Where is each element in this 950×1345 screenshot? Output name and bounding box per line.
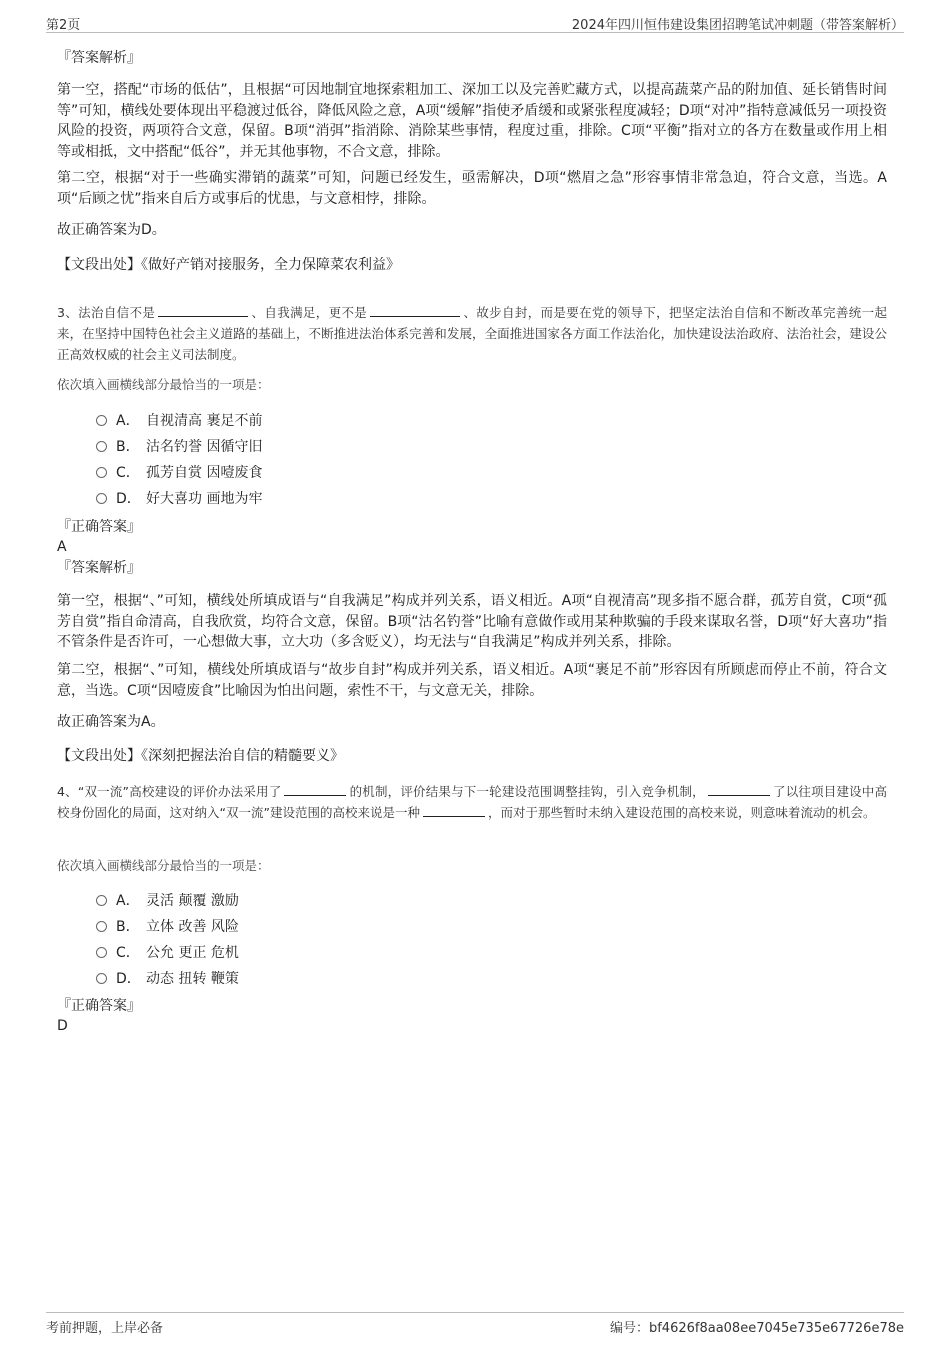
page-footer xyxy=(46,1312,904,1339)
q3-analysis-label: 『答案解析』 xyxy=(57,560,141,576)
q2-source: 【文段出处】《做好产销对接服务，全力保障菜农利益》 xyxy=(57,257,400,273)
q4-correct-label: 『正确答案』 xyxy=(57,998,141,1014)
q4-correct-answer: D xyxy=(57,1018,68,1034)
q2-analysis-para-2: 第二空，根据“对于一些确实滞销的蔬菜”可知，问题已经发生，亟需解决，D项“燃眉之急”形容事情非常急迫，符合文意，当选。A项“后顾之忧”指来自后方或事后的忧患，与文意相悖，排除。 xyxy=(57,170,887,207)
q3-question-text: 3、法治自信不是 、自我满足，更不是 、故步自封，而是要在党的领导下，把坚定法治自信和不断改革完善统一起来，在坚持中国特色社会主义道路的基础上，不断推进法治体系完善和发展，全面推进国家各方面工作法治化，加快建设法治政府、法治社会，建设公正高效权威的社会主义司法制度。 xyxy=(57,305,887,362)
q2-analysis-label: 『答案解析』 xyxy=(57,50,141,66)
q3-option-d[interactable]: D． 好大喜功 画地为牢 xyxy=(96,486,496,512)
q2-analysis-para-1: 第一空，搭配“市场的低估”，且根据“可因地制宜地探索粗加工、深加工以及完善贮藏方式，以提高蔬菜产品的附加值、延长销售时间等”可知，横线处要体现出平稳渡过低谷，降低风险之意，A项“缓解”指使矛盾缓和或紧张程度减轻；D项“对冲”指特意减低另一项投资风险的投资，两项符合文意，保留。B项“消弭”指消除、消除某些事情，程度过重，排除。C项“平衡”指对立的各方在数量或作用上相等或相抵，文中搭配“低谷”，并无其他事物，不合文意，排除。 xyxy=(57,82,887,160)
q3-option-c[interactable]: C． 孤芳自赏 因噎废食 xyxy=(96,460,496,486)
q3-blank-1 xyxy=(158,315,248,317)
q4-options xyxy=(96,888,496,992)
footer-slogan: 考前押题，上岸必备 xyxy=(46,1321,164,1336)
radio-icon[interactable] xyxy=(96,493,107,504)
q3-correct-answer: A xyxy=(57,539,67,555)
q4-option-c[interactable]: C． 公允 更正 危机 xyxy=(96,940,496,966)
radio-icon[interactable] xyxy=(96,895,107,906)
radio-icon[interactable] xyxy=(96,415,107,426)
q4-blank-1 xyxy=(284,794,346,796)
q4-blank-3 xyxy=(423,815,485,817)
q4-blank-2 xyxy=(708,794,770,796)
q2-conclusion: 故正确答案为D。 xyxy=(57,222,166,238)
radio-icon[interactable] xyxy=(96,441,107,452)
q4-option-b[interactable]: B． 立体 改善 风险 xyxy=(96,914,496,940)
q3-option-a[interactable]: A． 自视清高 裹足不前 xyxy=(96,408,496,434)
q3-option-b[interactable]: B． 沽名钓誉 因循守旧 xyxy=(96,434,496,460)
page-header xyxy=(46,12,904,33)
radio-icon[interactable] xyxy=(96,921,107,932)
q3-analysis-para-2: 第二空，根据“、”可知，横线处所填成语与“故步自封”构成并列关系，语义相近。A项“裹足不前”形容因有所顾虑而停止不前，符合文意，当选。C项“因噎废食”比喻因为怕出问题，索性不干，与文意无关，排除。 xyxy=(57,662,887,699)
q4-option-d[interactable]: D． 动态 扭转 鞭策 xyxy=(96,966,496,992)
q3-analysis-para-1: 第一空，根据“、”可知，横线处所填成语与“自我满足”构成并列关系，语义相近。A项“自视清高”现多指不愿合群，孤芳自赏，C项“孤芳自赏”指自命清高，自我欣赏，均符合文意，保留。B项“沽名钓誉”比喻有意做作或用某种欺骗的手段来谋取名誉，D项“好大喜功”指不管条件是否许可，一心想做大事，立大功（多含贬义），均无法与“自我满足”构成并列关系，排除。 xyxy=(57,593,887,650)
q4-question-text: 4、“双一流”高校建设的评价办法采用了 的机制，评价结果与下一轮建设范围调整挂钩，引入竞争机制， 了以往项目建设中高校身份固化的局面，这对纳入“双一流”建设范围的高校来说是一种 ，而对于那些暂时未纳入建设范围的高校来说，则意味着流动的机会。 xyxy=(57,784,887,820)
q3-correct-label: 『正确答案』 xyxy=(57,519,141,535)
footer-doc-id: 编号：bf4626f8aa08ee7045e735e67726e78e xyxy=(609,1321,904,1336)
q3-source: 【文段出处】《深刻把握法治自信的精髓要义》 xyxy=(57,748,344,764)
q4-prompt: 依次填入画横线部分最恰当的一项是： xyxy=(57,858,270,873)
q3-blank-2 xyxy=(370,315,460,317)
radio-icon[interactable] xyxy=(96,973,107,984)
page-number: 第2页 xyxy=(46,18,81,33)
q3-conclusion: 故正确答案为A。 xyxy=(57,714,165,730)
document-title: 2024年四川恒伟建设集团招聘笔试冲刺题（带答案解析） xyxy=(571,18,904,33)
q3-prompt: 依次填入画横线部分最恰当的一项是： xyxy=(57,377,270,392)
q4-option-a[interactable]: A． 灵活 颠覆 激励 xyxy=(96,888,496,914)
q3-options xyxy=(96,408,496,512)
radio-icon[interactable] xyxy=(96,467,107,478)
radio-icon[interactable] xyxy=(96,947,107,958)
